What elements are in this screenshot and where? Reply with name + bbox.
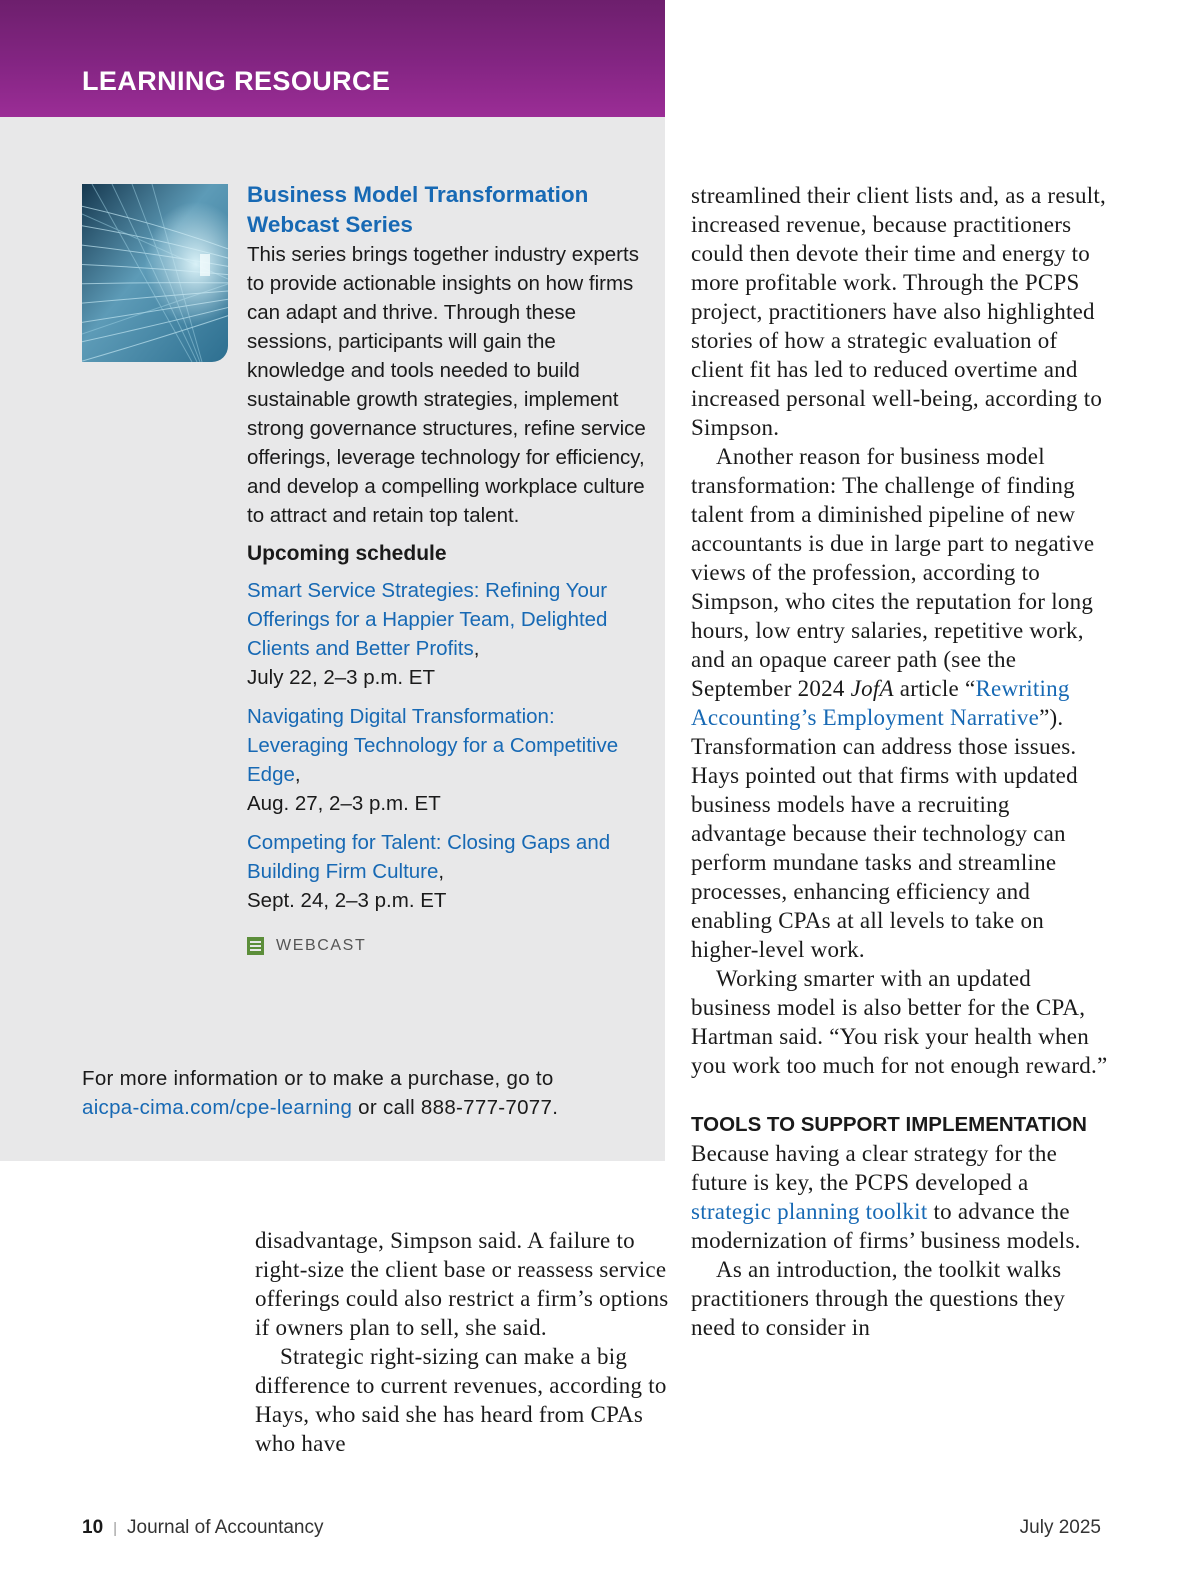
more-info-text: For more information or to make a purchase, go to — [82, 1067, 554, 1090]
issue-date: July 2025 — [1019, 1517, 1101, 1538]
architecture-image — [82, 184, 228, 362]
session-date-1: July 22, 2–3 p.m. ET — [247, 666, 436, 689]
strategic-planning-toolkit-link[interactable]: strategic planning toolkit — [691, 1199, 928, 1224]
article-column-right — [691, 181, 1111, 1342]
article-paragraph: Working smarter with an updated business model is also better for the CPA, Hartman said. “You risk your health when you work too much for not enough reward.” — [691, 966, 1108, 1078]
learning-resource-sidebar — [0, 0, 665, 1161]
section-heading: TOOLS TO SUPPORT IMPLEMENTATION — [691, 1113, 1087, 1136]
session-link-2[interactable]: Navigating Digital Transformation: Leveraging Technology for a Competitive Edge — [247, 705, 619, 786]
footer-separator: | — [113, 1520, 118, 1537]
article-paragraph: As an introduction, the toolkit walks practitioners through the questions they need to consider in — [691, 1257, 1066, 1340]
webcast-series-thumbnail — [82, 184, 228, 362]
session-link-3[interactable]: Competing for Talent: Closing Gaps and Building Firm Culture — [247, 831, 611, 883]
page-footer-left — [82, 1517, 324, 1539]
article-paragraph: streamlined their client lists and, as a result, increased revenue, because practitioners could then devote their time and energy to more profitable work. Through the PCPS project, practitioners have also highlighted stories of how a strategic evaluation of client fit has led to reduced overtime and increased personal well-being, according to Simpson. — [691, 183, 1107, 440]
session-link-1[interactable]: Smart Service Strategies: Refining Your Offerings for a Happier Team, Delighted Clients and Better Profits — [247, 579, 608, 660]
page-number: 10 — [82, 1517, 104, 1538]
cpe-learning-link[interactable]: aicpa-cima.com/cpe-learning — [82, 1096, 353, 1119]
schedule-heading: Upcoming schedule — [247, 542, 447, 565]
banner-title: LEARNING RESOURCE — [82, 66, 391, 96]
article-paragraph: Another reason for business model transformation: The challenge of finding talent from a diminished pipeline of new accountants is due in large part to negative views of the profession, according to Simpson, who cites the reputation for long hours, low entry salaries, repetitive work, and an opaque career path (see the September 2024 JofA article “Rewriting Accounting’s Employment Narrative”). Transformation can address those issues. Hays pointed out that firms with updated business models have a recruiting advantage because their technology can perform mundane tasks and streamline processes, enhancing efficiency and enabling CPAs at all levels to take on higher-level work. — [691, 444, 1095, 962]
article-paragraph: Because having a clear strategy for the future is key, the PCPS developed a strategic planning toolkit to advance the modernization of firms’ business models. — [691, 1141, 1081, 1253]
publication-name: Journal of Accountancy — [127, 1517, 324, 1538]
article-column-left — [255, 1226, 675, 1458]
format-tag — [247, 931, 647, 960]
article-paragraph: Strategic right-sizing can make a big difference to current revenues, according to Hays, who said she has heard from CPAs who have — [255, 1344, 667, 1456]
session-item: Smart Service Strategies: Refining Your Offerings for a Happier Team, Delighted Clients and Better Profits, July 22, 2–3 p.m. ET — [247, 579, 608, 689]
resource-description-block — [247, 180, 647, 960]
session-date-3: Sept. 24, 2–3 p.m. ET — [247, 889, 447, 912]
journal-name: JofA — [850, 676, 894, 701]
employment-narrative-link[interactable]: Rewriting Accounting’s Employment Narrative — [691, 676, 1070, 730]
resource-description: This series brings together industry experts to provide actionable insights on how firms can adapt and thrive. Through these sessions, participants will gain the knowledge and tools needed to build sustainable growth strategies, implement strong governance structures, refine service offerings, leverage technology for efficiency, and develop a compelling workplace culture to attract and retain top talent. — [247, 243, 646, 527]
more-info — [82, 1064, 652, 1122]
sidebar-banner — [0, 0, 665, 117]
session-date-2: Aug. 27, 2–3 p.m. ET — [247, 792, 441, 815]
list-icon — [247, 937, 264, 955]
session-item: Navigating Digital Transformation: Leveraging Technology for a Competitive Edge, Aug. 27, 2–3 p.m. ET — [247, 705, 619, 815]
format-label: WEBCAST — [276, 937, 367, 954]
session-item: Competing for Talent: Closing Gaps and Building Firm Culture, Sept. 24, 2–3 p.m. ET — [247, 831, 611, 912]
article-paragraph: disadvantage, Simpson said. A failure to right-size the client base or reassess service offerings could also restrict a firm’s options if owners plan to sell, she said. — [255, 1228, 669, 1340]
resource-title[interactable]: Business Model Transformation Webcast Series — [247, 182, 589, 237]
phone-text: or call 888-777-7077. — [352, 1096, 559, 1119]
